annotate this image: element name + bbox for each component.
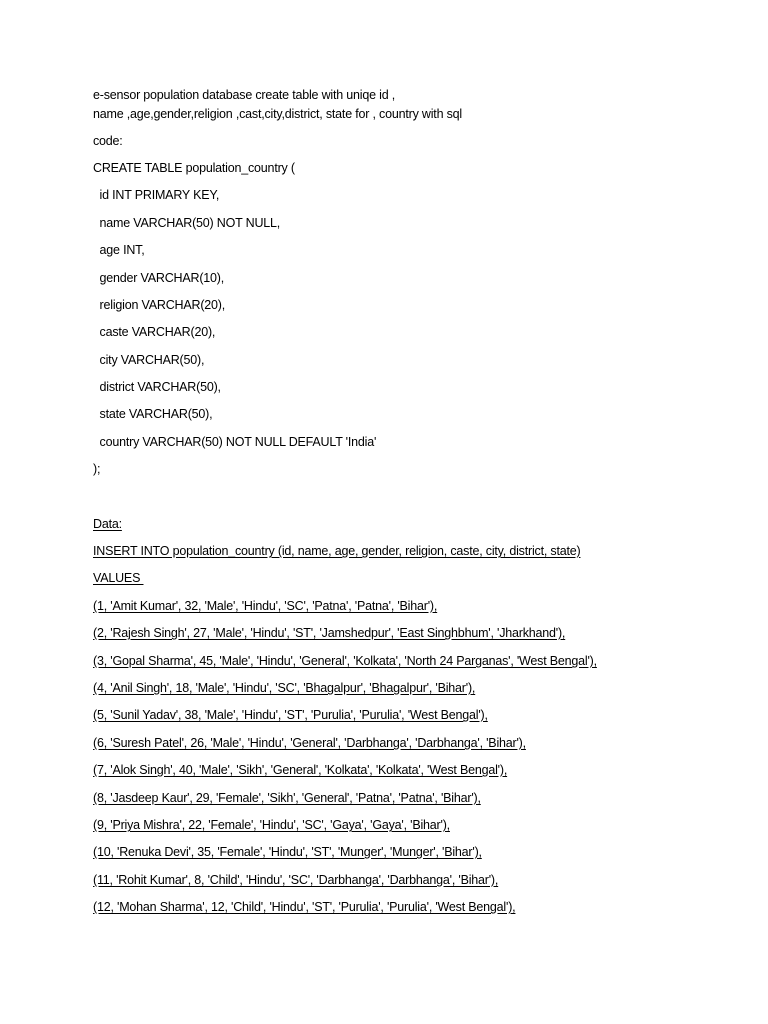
values-label: VALUES	[93, 571, 144, 585]
value-row: (11, 'Rohit Kumar', 8, 'Child', 'Hindu', 'SC', 'Darbhanga', 'Darbhanga', 'Bihar'),	[93, 873, 499, 887]
sql-create-line: religion VARCHAR(20),	[93, 298, 226, 312]
sql-create-line: caste VARCHAR(20),	[93, 325, 216, 339]
insert-statement: INSERT INTO population_country (id, name, age, gender, religion, caste, city, district, state)	[93, 544, 581, 558]
value-row: (12, 'Mohan Sharma', 12, 'Child', 'Hindu', 'ST', 'Purulia', 'Purulia', 'West Bengal'),	[93, 900, 516, 914]
value-row: (1, 'Amit Kumar', 32, 'Male', 'Hindu', 'SC', 'Patna', 'Patna', 'Bihar'),	[93, 599, 438, 613]
sql-create-line: name VARCHAR(50) NOT NULL,	[93, 216, 281, 230]
value-row: (5, 'Sunil Yadav', 38, 'Male', 'Hindu', 'ST', 'Purulia', 'Purulia', 'West Bengal'),	[93, 708, 488, 722]
sql-create-line: age INT,	[93, 243, 145, 257]
value-row: (6, 'Suresh Patel', 26, 'Male', 'Hindu', 'General', 'Darbhanga', 'Darbhanga', 'Bihar'),	[93, 736, 526, 750]
sql-create-line: CREATE TABLE population_country (	[93, 161, 295, 175]
sql-create-line: state VARCHAR(50),	[93, 407, 213, 421]
sql-create-line: );	[93, 462, 101, 476]
code-label: code:	[93, 134, 123, 148]
value-row: (4, 'Anil Singh', 18, 'Male', 'Hindu', 'SC', 'Bhagalpur', 'Bhagalpur', 'Bihar'),	[93, 681, 476, 695]
sql-create-line: city VARCHAR(50),	[93, 353, 205, 367]
intro-line-2: name ,age,gender,religion ,cast,city,district, state for , country with sql	[93, 107, 462, 121]
value-row: (9, 'Priya Mishra', 22, 'Female', 'Hindu', 'SC', 'Gaya', 'Gaya', 'Bihar'),	[93, 818, 450, 832]
value-row: (7, 'Alok Singh', 40, 'Male', 'Sikh', 'General', 'Kolkata', 'Kolkata', 'West Bengal'),	[93, 763, 508, 777]
sql-create-line: id INT PRIMARY KEY,	[93, 188, 220, 202]
sql-create-line: district VARCHAR(50),	[93, 380, 221, 394]
sql-create-line: gender VARCHAR(10),	[93, 271, 225, 285]
value-row: (3, 'Gopal Sharma', 45, 'Male', 'Hindu', 'General', 'Kolkata', 'North 24 Parganas', 'West Bengal'),	[93, 654, 597, 668]
value-row: (2, 'Rajesh Singh', 27, 'Male', 'Hindu', 'ST', 'Jamshedpur', 'East Singhbhum', 'Jharkhand'),	[93, 626, 566, 640]
intro-line-1: e-sensor population database create table with uniqe id ,	[93, 88, 396, 102]
sql-create-line: country VARCHAR(50) NOT NULL DEFAULT 'India'	[93, 435, 377, 449]
value-row: (10, 'Renuka Devi', 35, 'Female', 'Hindu', 'ST', 'Munger', 'Munger', 'Bihar'),	[93, 845, 482, 859]
value-row: (8, 'Jasdeep Kaur', 29, 'Female', 'Sikh', 'General', 'Patna', 'Patna', 'Bihar'),	[93, 791, 481, 805]
data-label: Data:	[93, 517, 122, 531]
